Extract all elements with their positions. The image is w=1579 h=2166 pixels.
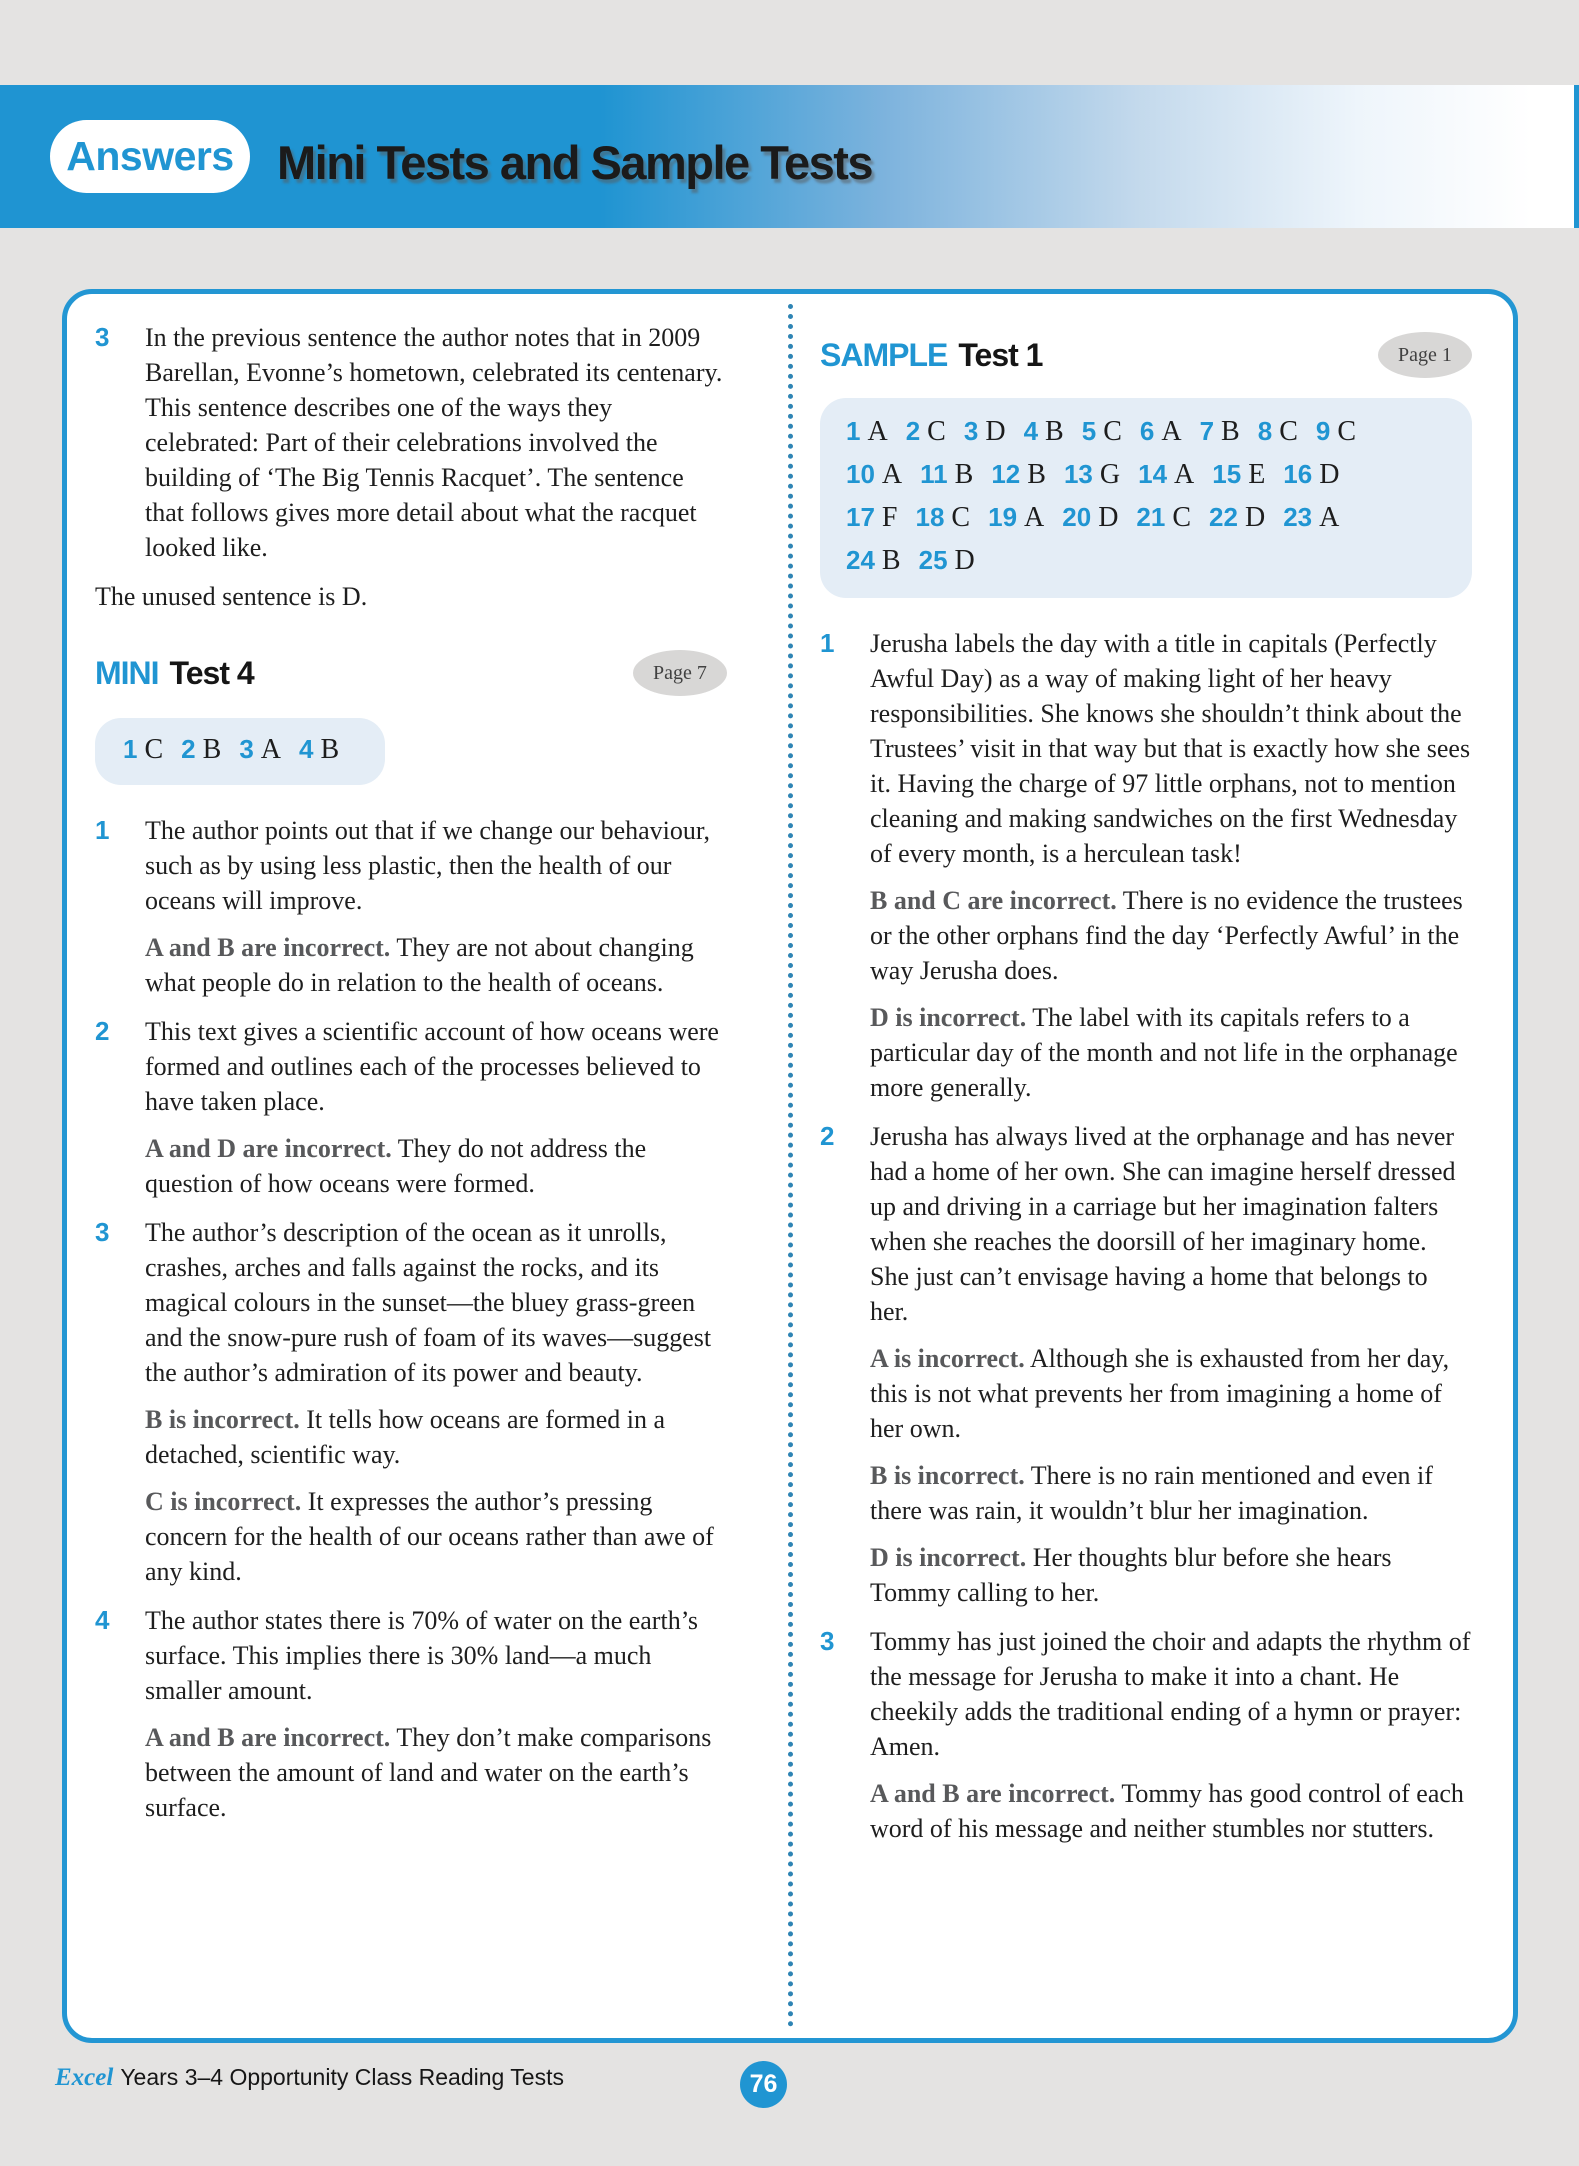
explanation-text: They are not about changing what people do in relation to the health of oceans. (145, 933, 694, 997)
column-divider (788, 304, 793, 2028)
explanation (870, 1458, 1472, 1528)
explanation-text: There is no evidence the trustees or the other orphans find the day ‘Perfectly Awful’ in the way Jerusha does. (870, 886, 1463, 985)
explanation (870, 1540, 1472, 1610)
item-number: 3 (95, 322, 110, 352)
page-reference-badge: Page 7 (633, 650, 727, 696)
answer-pair: 18 C (915, 502, 971, 533)
answer-pair: 17 F (846, 502, 898, 533)
explanation-text: Tommy has good control of each word of his message and neither stumbles nor stutters. (870, 1779, 1464, 1843)
answer-item (95, 1014, 727, 1201)
explanation-text: It tells how oceans are formed in a detached, scientific way. (145, 1405, 666, 1469)
explanation-lead: B is incorrect. (870, 1461, 1025, 1490)
explanation-text: Her thoughts blur before she hears Tommy calling to her. (870, 1543, 1392, 1607)
answer-pair: 24 B (846, 545, 901, 576)
answer-item (95, 320, 727, 565)
item-text: This text gives a scientific account of how oceans were formed and outlines each of the processes believed to have taken place. (145, 1017, 719, 1116)
answer-pair: 7 B (1199, 416, 1240, 447)
answer-pair: 11 B (920, 459, 974, 490)
item-number: 2 (820, 1121, 835, 1151)
explanation-text: The label with its capitals refers to a particular day of the month and not life in the orphanage more generally. (870, 1003, 1458, 1102)
answer-pair: 10 A (846, 459, 903, 490)
item-text: Jerusha labels the day with a title in capitals (Perfectly Awful Day) as a way of making light of her heavy responsibilities. She knows she shouldn’t think about the Trustees’ visit in that way but that is exactly how she sees it. Having the charge of 97 little orphans, not to mention cleaning and making sandwiches on the first Wednesday of every month, is a herculean task! (870, 629, 1471, 868)
item-text: The author points out that if we change our behaviour, such as by using less plastic, then the health of our oceans will improve. (145, 816, 711, 915)
answer-key-strip (820, 398, 1472, 598)
explanation (145, 1484, 727, 1589)
answer-item (95, 1215, 727, 1589)
section-heading-sample-test-1 (820, 332, 1472, 378)
unused-sentence-line: The unused sentence is D. (95, 582, 368, 611)
answer-pair: 25 D (918, 545, 975, 576)
explanation-text: Although she is exhausted from her day, this is not what prevents her from imagining a home of her own. (870, 1344, 1450, 1443)
content-panel (62, 289, 1518, 2043)
answer-pair: 4 B (299, 734, 340, 765)
header-edge-stripe (1574, 85, 1579, 228)
explanation (870, 1776, 1472, 1846)
explanation (145, 1402, 727, 1472)
section-label: SAMPLE (820, 336, 948, 373)
item-number: 1 (95, 815, 110, 845)
answer-pair: 1 C (123, 734, 164, 765)
explanation-lead: A and D are incorrect. (145, 1134, 392, 1163)
answer-item (820, 1119, 1472, 1610)
answers-pill-label: Answers (66, 133, 234, 179)
item-number: 3 (820, 1626, 835, 1656)
footer-brand: Excel (55, 2064, 114, 2091)
answer-item (95, 1603, 727, 1825)
explanation (145, 1131, 727, 1201)
footer (55, 2064, 564, 2092)
explanation (145, 930, 727, 1000)
explanation-text: They do not address the question of how oceans were formed. (145, 1134, 647, 1198)
explanation (870, 883, 1472, 988)
answer-pair: 23 A (1283, 502, 1340, 533)
item-number: 3 (95, 1217, 110, 1247)
answer-pair: 3 D (963, 416, 1006, 447)
header-band (0, 85, 1579, 228)
explanation-text: It expresses the author’s pressing concern for the health of our oceans rather than awe of any kind. (145, 1487, 714, 1586)
answer-pair: 15 E (1212, 459, 1266, 490)
answer-pair: 5 C (1081, 416, 1122, 447)
answer-pair: 6 A (1139, 416, 1182, 447)
explanation-text: They don’t make comparisons between the amount of land and water on the earth’s surface. (145, 1723, 712, 1822)
explanation (145, 1720, 727, 1825)
answer-key-row (846, 541, 1446, 584)
explanation-lead: D is incorrect. (870, 1543, 1027, 1572)
item-number: 4 (95, 1605, 110, 1635)
answer-pair: 2 B (181, 734, 222, 765)
item-number: 1 (820, 628, 835, 658)
answer-pair: 3 A (239, 734, 282, 765)
answer-pair: 13 G (1063, 459, 1121, 490)
answer-pair: 9 C (1315, 416, 1357, 447)
answer-key-row (846, 498, 1446, 541)
section-heading-mini-test-4 (95, 650, 727, 696)
explanation-lead: A and B are incorrect. (145, 1723, 391, 1752)
answer-pair: 21 C (1136, 502, 1192, 533)
answer-pair: 14 A (1138, 459, 1195, 490)
item-text: Jerusha has always lived at the orphanage and has never had a home of her own. She can imagine herself dressed up and driving in a carriage but her imagination falters when she reaches the doorsill of her imaginary home. She just can’t envisage having a home that belongs to her. (870, 1122, 1456, 1326)
explanation-lead: B is incorrect. (145, 1405, 300, 1434)
footer-series-title: Years 3–4 Opportunity Class Reading Tests (120, 2064, 564, 2090)
answer-pair: 22 D (1209, 502, 1266, 533)
answer-pair: 12 B (991, 459, 1046, 490)
explanation-lead: D is incorrect. (870, 1003, 1027, 1032)
item-text: In the previous sentence the author notes that in 2009 Barellan, Evonne’s hometown, celebrated its centenary. This sentence describes one of the ways they celebrated: Part of their celebrations involved the building of ‘The Big Tennis Racquet’. The sentence that follows gives more detail about what the racquet looked like. (145, 323, 723, 562)
explanation-lead: A is incorrect. (870, 1344, 1025, 1373)
answer-pair: 19 A (988, 502, 1045, 533)
explanation-lead: C is incorrect. (145, 1487, 302, 1516)
page-title: Mini Tests and Sample Tests (277, 136, 873, 189)
item-text: The author’s description of the ocean as it unrolls, crashes, arches and falls against the rocks, and its magical colours in the sunset—the bluey grass-green and the snow-pure rush of foam of its waves—suggest the author’s admiration of its power and beauty. (145, 1218, 712, 1387)
answer-key-strip (95, 718, 385, 785)
answer-item (820, 1624, 1472, 1846)
answers-pill (50, 120, 250, 193)
answer-pair: 16 D (1283, 459, 1340, 490)
page-reference-badge: Page 1 (1378, 332, 1472, 378)
answer-pair: 1 A (846, 416, 888, 447)
answer-pair: 4 B (1023, 416, 1064, 447)
explanation (870, 1000, 1472, 1105)
section-label: MINI (95, 654, 159, 691)
item-text: The author states there is 70% of water on the earth’s surface. This implies there is 30% land—a much smaller amount. (145, 1606, 699, 1705)
item-text: Tommy has just joined the choir and adapts the rhythm of the message for Jerusha to make it into a chant. He cheekily adds the traditional ending of a hymn or prayer: Amen. (870, 1627, 1471, 1761)
page-number-badge: 76 (740, 2061, 787, 2108)
answer-pair: 8 C (1257, 416, 1298, 447)
answer-key-row (123, 730, 357, 773)
explanation-lead: A and B are incorrect. (145, 933, 391, 962)
explanation-lead: B and C are incorrect. (870, 886, 1117, 915)
item-number: 2 (95, 1016, 110, 1046)
section-title: Test 4 (169, 654, 254, 691)
left-column (95, 320, 727, 1839)
answer-pair: 20 D (1062, 502, 1119, 533)
section-title: Test 1 (958, 336, 1043, 373)
answer-key-row (846, 455, 1446, 498)
explanation-lead: A and B are incorrect. (870, 1779, 1116, 1808)
explanation (870, 1341, 1472, 1446)
answer-item (95, 813, 727, 1000)
answer-pair: 2 C (905, 416, 946, 447)
right-column (820, 332, 1472, 1860)
explanation-text: There is no rain mentioned and even if there was rain, it wouldn’t blur her imagination. (870, 1461, 1433, 1525)
answer-item (820, 626, 1472, 1105)
answer-key-row (846, 412, 1446, 455)
